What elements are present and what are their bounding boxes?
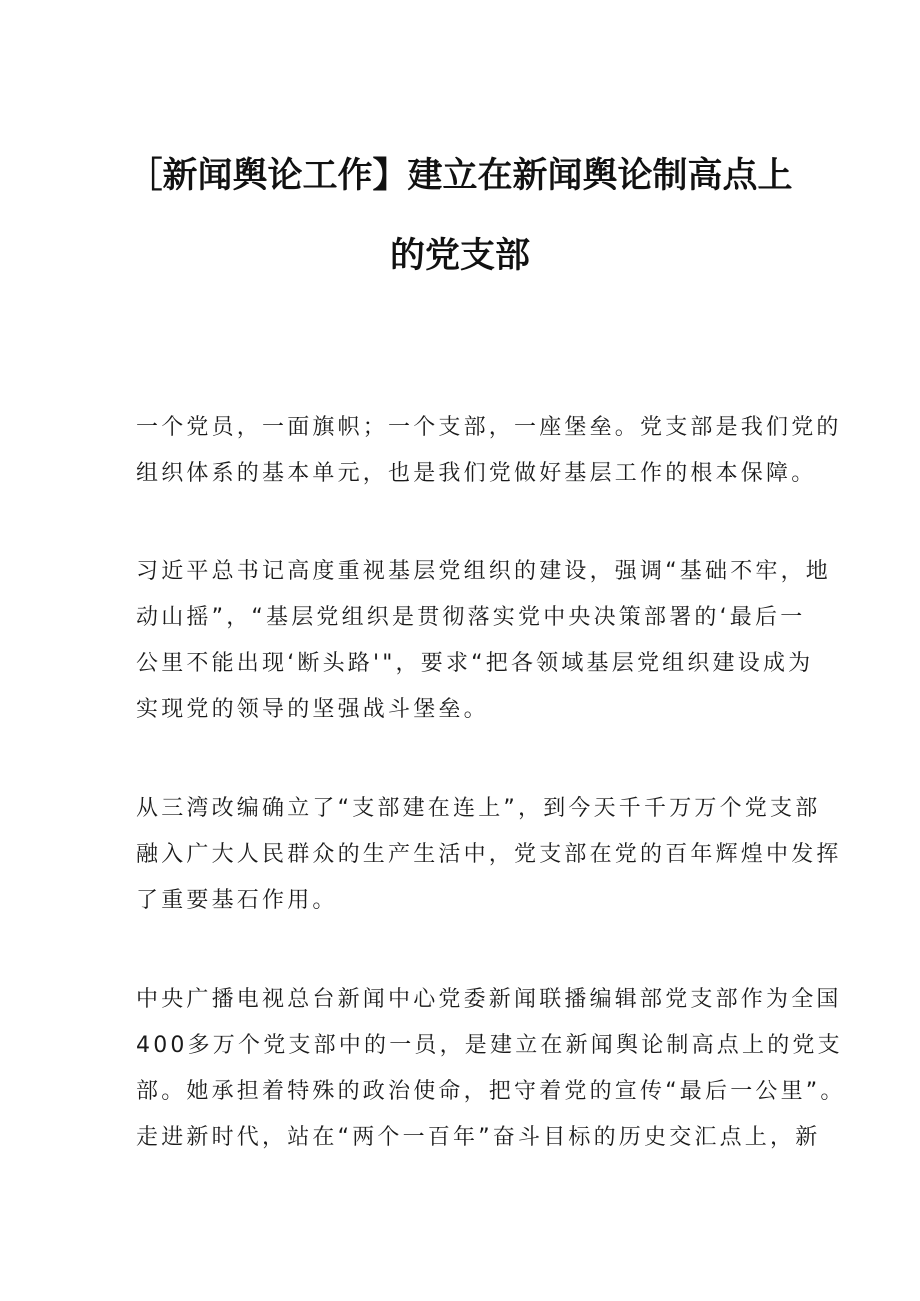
document-title-line-1: ［新闻舆论工作】建立在新闻舆论制高点上 <box>127 156 793 196</box>
paragraph-line: 习近平总书记高度重视基层党组织的建设，强调“基础不牢，地 <box>136 559 831 584</box>
paragraph-3 <box>136 786 842 924</box>
paragraph-line: 中央广播电视总台新闻中心党委新闻联播编辑部党支部作为全国 <box>136 987 842 1012</box>
paragraph-line: 动山摇”，“基层党组织是贯彻落实党中央决策部署的‘最后一 <box>136 605 806 630</box>
paragraph-line: 公里不能出现‘断头路'"，要求“把各领域基层党组织建设成为 <box>136 651 814 676</box>
paragraph-line: 从三湾改编确立了“支部建在连上”，到今天千千万万个党支部 <box>136 796 821 821</box>
paragraph-line: 400多万个党支部中的一员，是建立在新闻舆论制高点上的党支 <box>136 1033 843 1058</box>
paragraph-line: 部。她承担着特殊的政治使命，把守着党的宣传“最后一公里”。 <box>136 1079 846 1104</box>
paragraph-2 <box>136 549 831 733</box>
document-title-line-2: 的党支部 <box>389 236 530 276</box>
paragraph-4 <box>136 977 846 1161</box>
paragraph-line: 一个党员，一面旗帜；一个支部，一座堡垒。党支部是我们党的 <box>136 415 842 440</box>
paragraph-line: 了重要基石作用。 <box>136 888 338 913</box>
paragraph-1 <box>136 405 842 497</box>
paragraph-line: 融入广大人民群众的生产生活中，党支部在党的百年辉煌中发挥 <box>136 842 842 867</box>
paragraph-line: 实现党的领导的坚强战斗堡垒。 <box>136 697 489 722</box>
paragraph-line: 走进新时代，站在“两个一百年”奋斗目标的历史交汇点上，新 <box>136 1125 821 1150</box>
paragraph-line: 组织体系的基本单元，也是我们党做好基层工作的根本保障。 <box>136 461 817 486</box>
